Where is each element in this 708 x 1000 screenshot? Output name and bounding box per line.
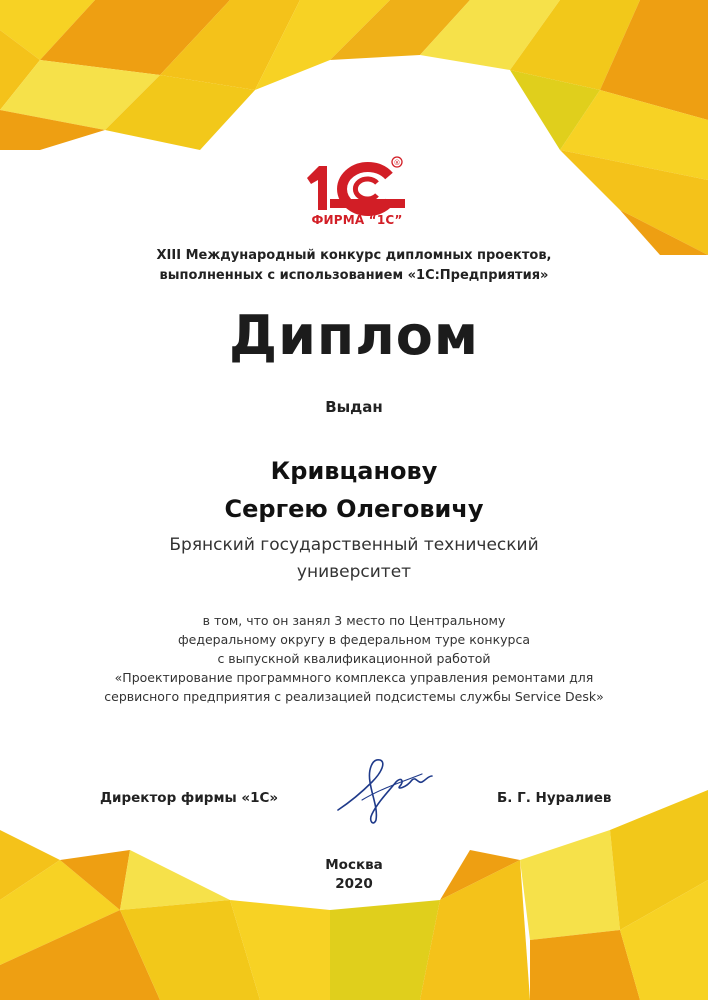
contest-heading [54, 246, 654, 286]
year: 2020 [335, 876, 373, 892]
recipient-name [0, 452, 708, 528]
contest-line-1: XIII Международный конкурс дипломных проектов, [156, 248, 552, 263]
signatory-position: Директор фирмы «1С» [100, 790, 279, 806]
registered-mark: ® [393, 159, 401, 167]
reason-line: сервисного предприятия с реализацией подсистемы службы Service Desk» [104, 689, 604, 704]
organization-line-1: Брянский государственный технический [169, 535, 539, 555]
handwritten-signature [332, 752, 444, 828]
city: Москва [325, 857, 383, 873]
diploma-title: Диплом [228, 304, 480, 367]
place-and-year [0, 856, 708, 894]
reason-line: в том, что он занял 3 место по Центральному [202, 613, 506, 628]
issued-label: Выдан [325, 398, 383, 416]
recipient-given-names: Сергею Олеговичу [224, 495, 484, 523]
organization-line-2: университет [296, 562, 412, 582]
reason-line: «Проектирование программного комплекса управления ремонтами для [114, 670, 594, 685]
reason-line: федеральному округу в федеральном туре конкурса [177, 632, 531, 647]
reason-line: с выпускной квалификационной работой [217, 651, 491, 666]
organization [0, 532, 708, 586]
contest-line-2: выполненных с использованием «1С:Предприятия» [159, 268, 549, 283]
signatory-name: Б. Г. Нуралиев [497, 790, 612, 806]
recipient-surname: Кривцанову [270, 457, 438, 485]
award-reason [0, 611, 708, 706]
logo-caption: ФИРМА “1С” [311, 213, 403, 227]
